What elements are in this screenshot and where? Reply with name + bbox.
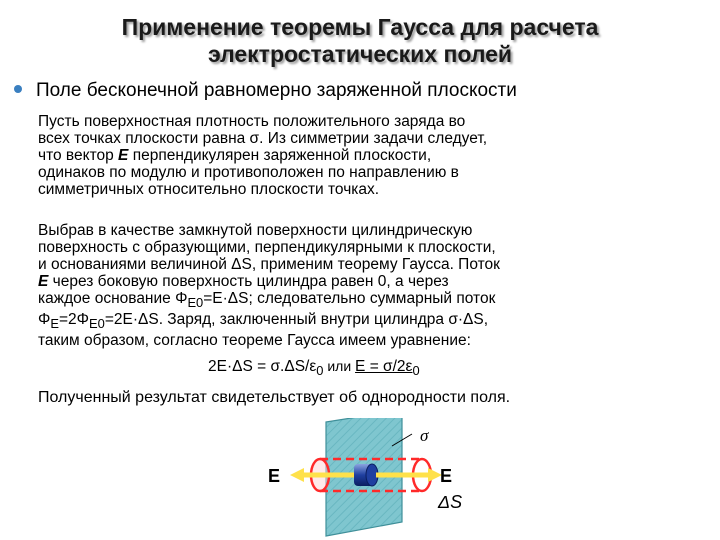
vector-e-flux-symbol: E bbox=[38, 273, 49, 290]
paragraph2-line7: таким образом, согласно теореме Гаусса имеем уравнение: bbox=[38, 332, 471, 350]
vector-e-symbol: E bbox=[118, 147, 129, 164]
bullet-dot-icon bbox=[14, 85, 22, 93]
bullet-item bbox=[14, 80, 714, 102]
paragraph2-line6-mid: =2Φ bbox=[58, 311, 90, 329]
title-line-1: Применение теоремы Гаусса для расчета bbox=[121, 14, 599, 40]
paragraph1-line1: Пусть поверхностная плотность положительного заряда во bbox=[38, 113, 466, 130]
slide-title bbox=[40, 14, 680, 68]
phi-e-subscript: E bbox=[50, 316, 59, 332]
title-line-2: электростатических полей bbox=[207, 41, 513, 67]
equation-left-subscript: 0 bbox=[316, 363, 324, 379]
result-equation bbox=[208, 358, 528, 379]
field-e-left-label: E bbox=[268, 466, 281, 486]
paragraph1-line3 bbox=[38, 147, 698, 164]
paragraph-gauss-derivation bbox=[38, 222, 698, 349]
bullet-text: Поле бесконечной равномерно заряженной плоскости bbox=[36, 80, 517, 101]
paragraph1-line3-text: что вектор bbox=[38, 147, 119, 164]
paragraph2-line4-rest: через боковую поверхность цилиндра равен 0, а через bbox=[48, 273, 449, 290]
paragraph2-line3: и основаниями величиной ΔS, применим теорему Гаусса. Поток bbox=[38, 256, 500, 273]
delta-s-label: ΔS bbox=[438, 492, 463, 512]
paragraph2-line6-phi: Φ bbox=[38, 311, 51, 329]
sigma-label: σ bbox=[420, 426, 429, 445]
equation-or: или bbox=[323, 358, 356, 374]
equation-right-subscript: 0 bbox=[412, 363, 420, 379]
paragraph2-line1: Выбрав в качестве замкнутой поверхности цилиндрическую bbox=[38, 222, 473, 239]
equation-right: E = σ/2ε bbox=[355, 358, 413, 375]
phi-e0-subscript-2: E0 bbox=[89, 316, 105, 332]
paragraph1-line2: всех точках плоскости равна σ. Из симметрии задачи следует, bbox=[38, 130, 488, 147]
paragraph2-line5 bbox=[38, 290, 698, 311]
paragraph-surface-density bbox=[38, 113, 698, 198]
equation-left: 2E·ΔS = σ.ΔS/ε bbox=[208, 358, 317, 375]
phi-e0-subscript: E0 bbox=[187, 295, 204, 311]
paragraph2-line6 bbox=[38, 311, 698, 332]
field-e-right-label: E bbox=[440, 466, 453, 486]
paragraph2-line6-rest: =2E·ΔS. Заряд, заключенный внутри цилиндра σ·ΔS, bbox=[104, 311, 489, 329]
paragraph1-line4: одинаков по модулю и противоположен по направлению в bbox=[38, 164, 459, 181]
charged-plane-figure bbox=[250, 418, 510, 540]
conclusion-text: Полученный результат свидетельствует об однородности поля. bbox=[38, 389, 511, 406]
paragraph2-line5-text: каждое основание Φ bbox=[38, 290, 188, 307]
paragraph1-line3-rest: перпендикулярен заряженной плоскости, bbox=[128, 147, 432, 164]
paragraph2-line2: поверхность с образующими, перпендикулярными к плоскости, bbox=[38, 239, 496, 256]
paragraph2-line5-rest: =E·ΔS; следовательно суммарный поток bbox=[203, 290, 496, 307]
paragraph1-line5: симметричных относительно плоскости точках. bbox=[38, 181, 380, 198]
paragraph2-line4 bbox=[38, 273, 698, 290]
